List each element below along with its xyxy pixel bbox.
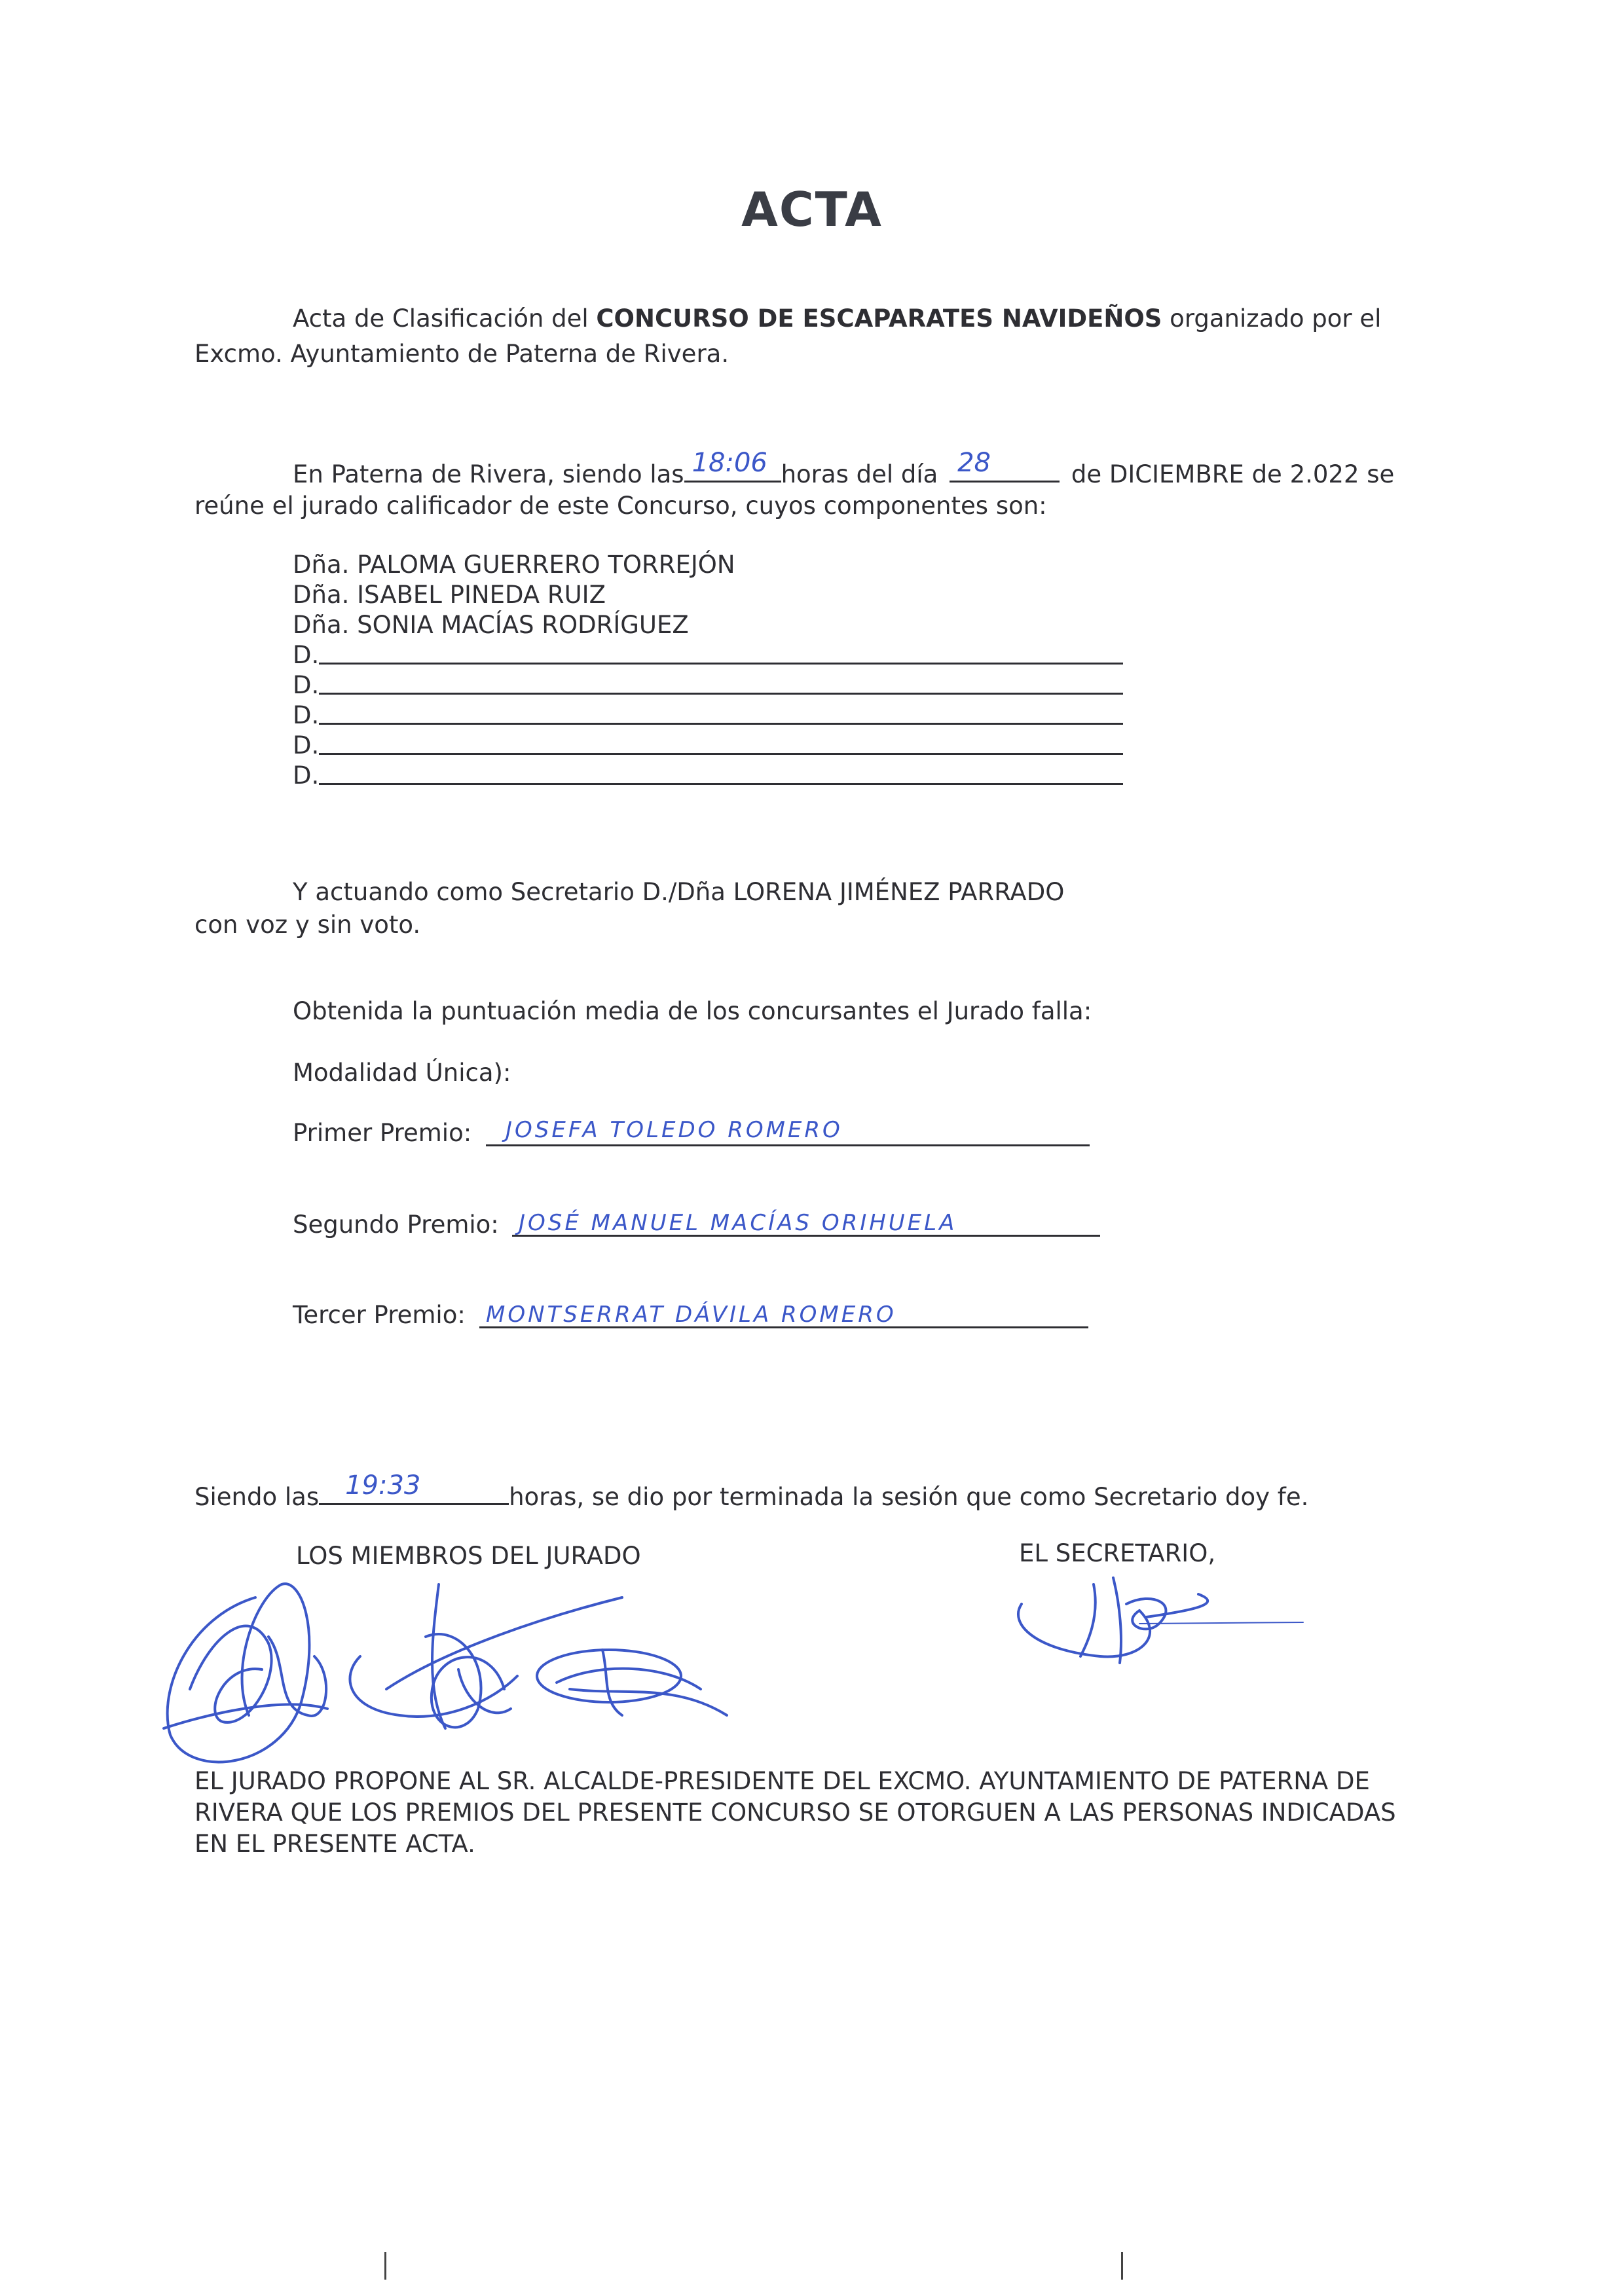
intro-post: organizado por el [1162,304,1382,333]
secretary-line-1: Y actuando como Secretario D./Dña LORENA JIMÉNEZ PARRADO [293,878,1065,906]
jury-blank-line-2 [319,693,1123,695]
jury-blank-label-2: D. [293,671,320,699]
right-margin-mark [1121,2252,1123,2280]
jury-blank-line-1 [319,663,1123,665]
second-prize-label: Segundo Premio: [293,1211,499,1239]
intro-line-2: Excmo. Ayuntamiento de Paterna de Rivera. [194,340,729,368]
jury-blank-label-3: D. [293,701,320,729]
second-prize-winner: JOSÉ MANUEL MACÍAS ORIHUELA [519,1210,957,1236]
first-prize-label: Primer Premio: [293,1119,472,1147]
day-blank [950,448,1060,483]
proposal-line-3: EN EL PRESENTE ACTA. [194,1830,475,1858]
first-prize-winner: JOSEFA TOLEDO ROMERO [506,1117,843,1143]
jury-blank-label-4: D. [293,731,320,759]
day-handwritten: 28 [957,448,991,478]
modality-text: Modalidad Única): [293,1059,511,1087]
intro-pre: Acta de Clasificación del [293,304,597,333]
jury-signatures [151,1558,779,1794]
proposal-line-2: RIVERA QUE LOS PREMIOS DEL PRESENTE CONCURSO SE OTORGUEN A LAS PERSONAS INDICADAS [194,1798,1396,1827]
jury-blank-label-5: D. [293,761,320,790]
jury-signature-1 [164,1584,327,1762]
verdict-text: Obtenida la puntuación media de los concursantes el Jurado falla: [293,997,1092,1025]
meeting-line-2: reúne el jurado calificador de este Concurso, cuyos componentes son: [194,492,1047,520]
closing-line [194,1470,1309,1514]
first-prize-line [486,1144,1090,1146]
third-prize-winner: MONTSERRAT DÁVILA ROMERO [486,1302,896,1328]
closing-text-1: Siendo las [194,1483,320,1511]
jury-member-2: Dña. ISABEL PINEDA RUIZ [293,581,606,609]
meeting-text-2: horas del día [781,460,938,488]
jury-blank-line-4 [319,753,1123,755]
jury-blank-label-1: D. [293,641,320,669]
start-time-blank [684,448,781,483]
jury-member-1: Dña. PALOMA GUERRERO TORREJÓN [293,551,735,579]
jury-member-3: Dña. SONIA MACÍAS RODRÍGUEZ [293,611,689,639]
meeting-line-1 [293,448,1395,491]
third-prize-label: Tercer Premio: [293,1301,466,1329]
intro-line-1 [293,302,1381,335]
contest-name: CONCURSO DE ESCAPARATES NAVIDEÑOS [596,304,1162,333]
start-time-handwritten: 18:06 [692,448,767,478]
secretary-signature [1008,1565,1323,1683]
jury-blank-line-3 [319,723,1123,725]
left-margin-mark [384,2252,386,2280]
end-time-blank [319,1470,509,1505]
jury-signature-3 [537,1650,727,1715]
document-title: ACTA [741,182,883,237]
closing-text-2: horas, se dio por terminada la sesión que como Secretario doy fe. [509,1483,1309,1511]
meeting-text-1: En Paterna de Rivera, siendo las [293,460,684,488]
end-time-handwritten: 19:33 [345,1470,421,1501]
jury-blank-line-5 [319,783,1123,785]
jury-signature-2 [350,1584,622,1728]
proposal-line-1: EL JURADO PROPONE AL SR. ALCALDE-PRESIDENTE DEL EXCMO. AYUNTAMIENTO DE PATERNA DE [194,1767,1370,1795]
meeting-text-3: de DICIEMBRE de 2.022 se [1071,460,1395,488]
secretary-signature-label: EL SECRETARIO, [1019,1539,1216,1567]
jury-signature-label: LOS MIEMBROS DEL JURADO [296,1542,641,1570]
secretary-line-2: con voz y sin voto. [194,911,421,939]
